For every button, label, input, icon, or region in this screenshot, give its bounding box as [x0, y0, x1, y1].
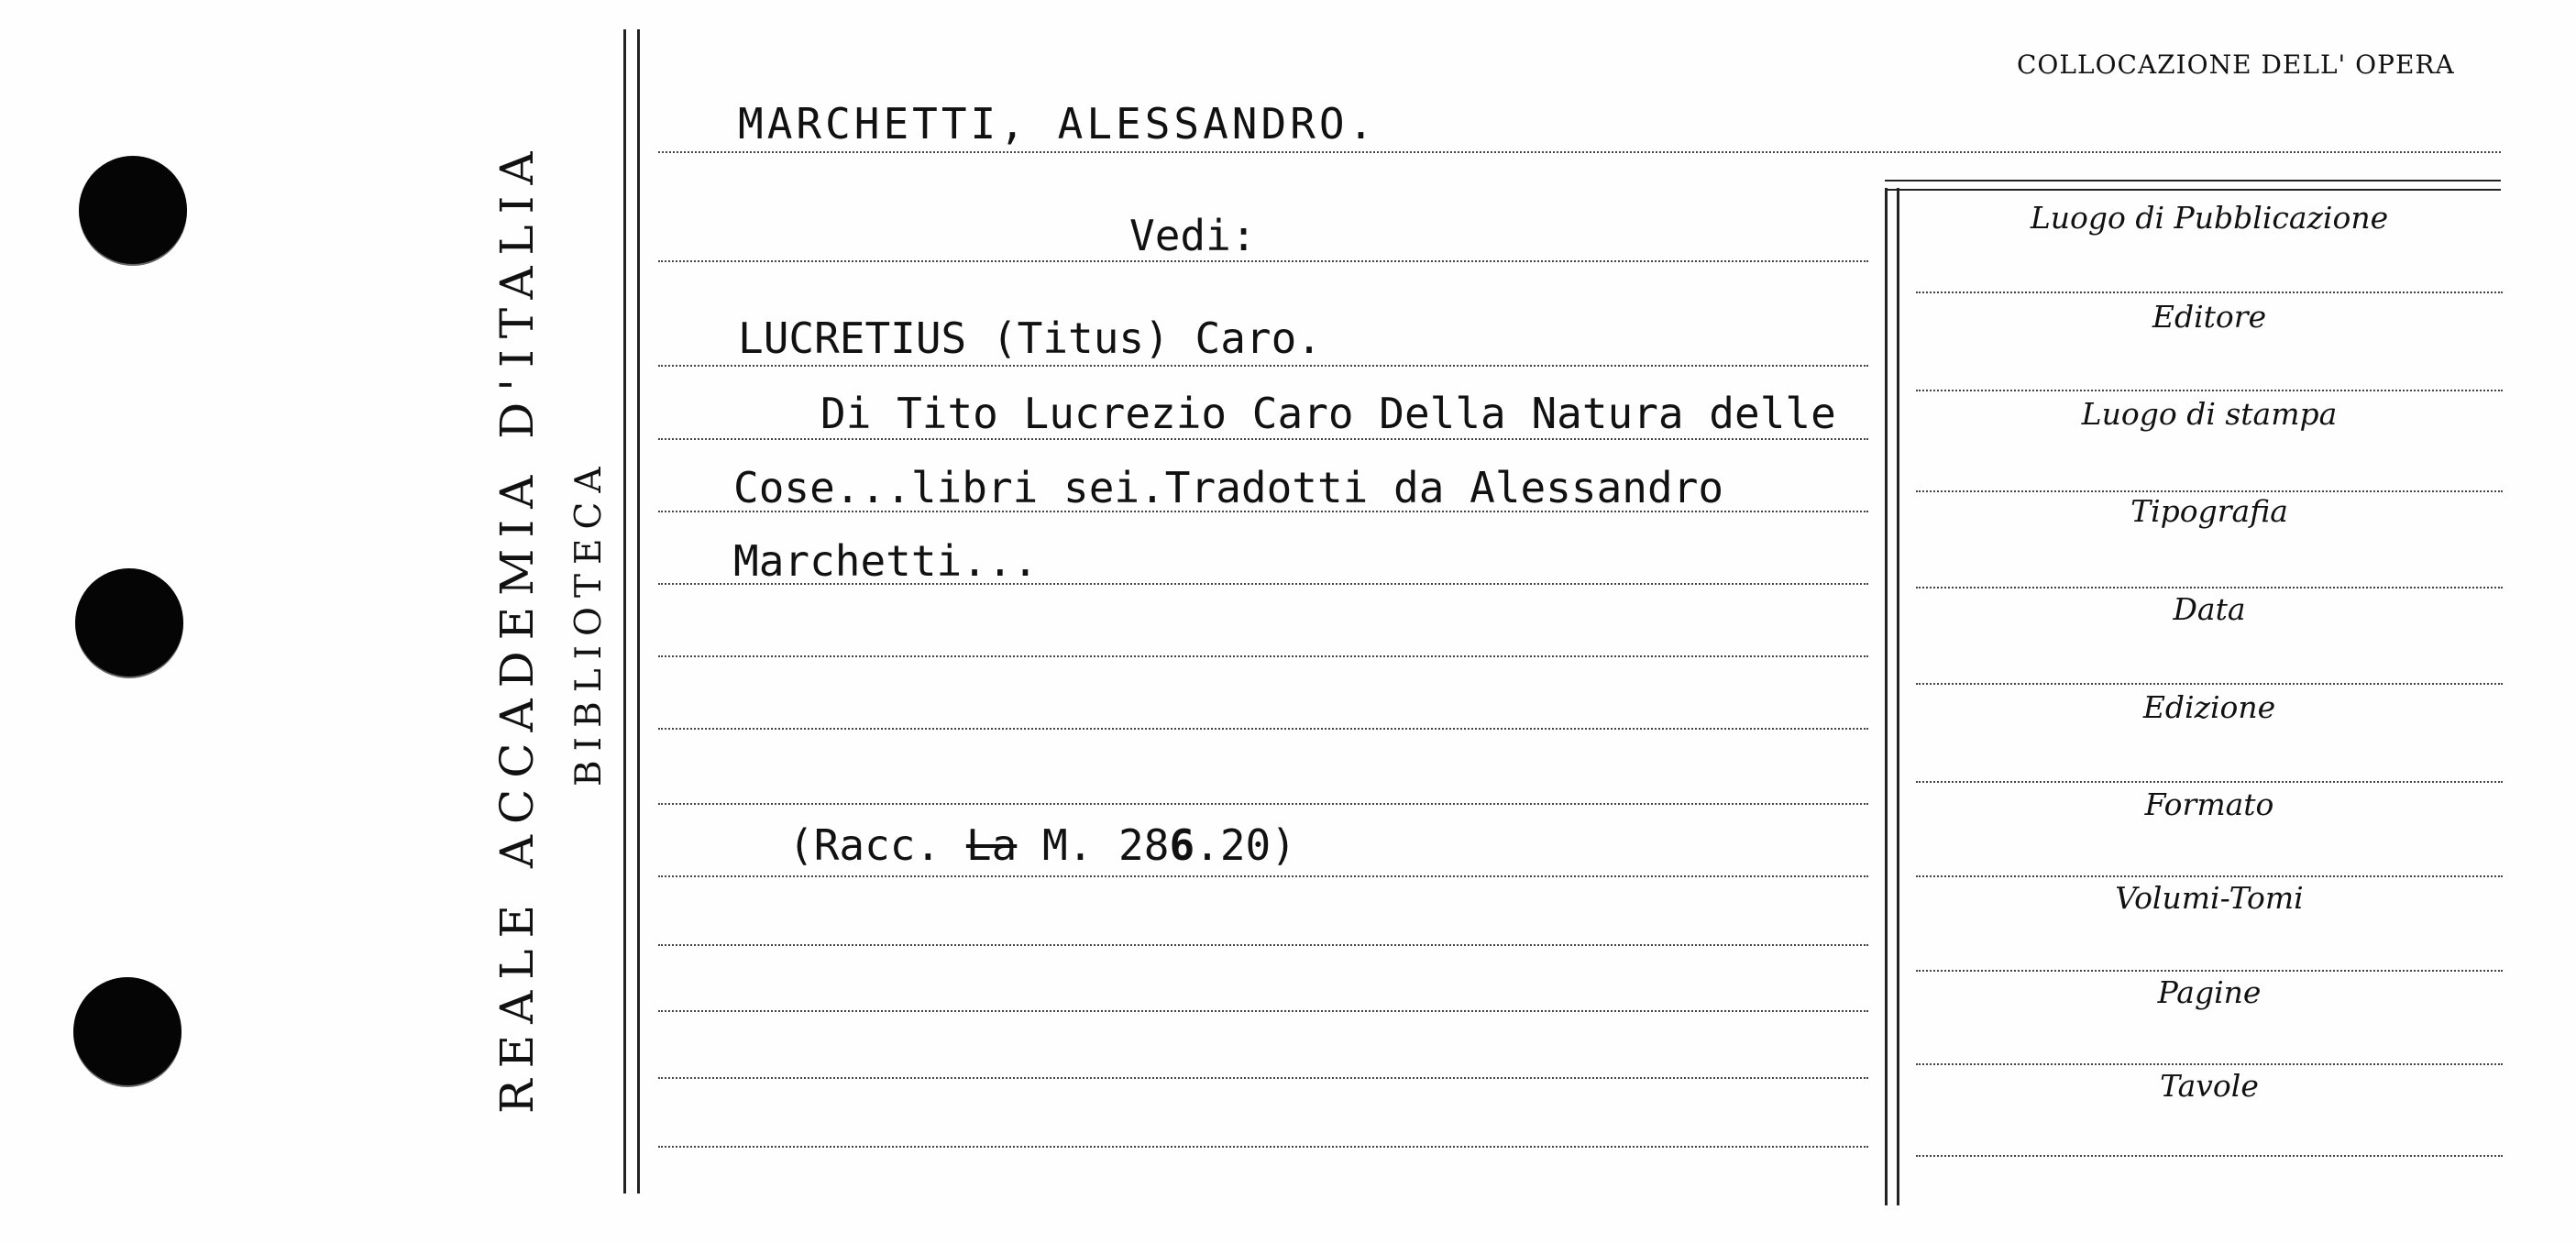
punch-hole-bottom: [73, 977, 182, 1085]
rule-line: [658, 260, 1868, 262]
field-rule: [1916, 1063, 2503, 1065]
rule-line: [658, 438, 1868, 440]
shelfmark-corrected-digit: 6: [1169, 820, 1195, 870]
field-tipografia: Tipografia: [2130, 493, 2288, 529]
rule-line: [658, 803, 1868, 805]
field-data: Data: [2173, 591, 2246, 627]
rule-line: [658, 1010, 1868, 1012]
rule-line: [658, 151, 2501, 153]
shelfmark-struck: La: [965, 820, 1018, 870]
shelfmark-suffix: .20): [1194, 820, 1296, 870]
rule-line: [658, 875, 1868, 877]
shelfmark-middle: M. 28: [1017, 820, 1170, 870]
field-editore: Editore: [2152, 299, 2267, 335]
rule-line: [658, 1146, 1868, 1148]
field-rule: [1916, 781, 2503, 783]
field-pagine: Pagine: [2157, 974, 2262, 1010]
shelfmark-prefix: (Racc.: [788, 820, 966, 870]
institution-name: REALE ACCADEMIA D'ITALIA: [490, 140, 544, 1114]
field-rule: [1916, 970, 2503, 972]
field-rule: [1916, 292, 2503, 293]
referenced-author: LUCRETIUS (Titus) Caro.: [738, 314, 1322, 363]
field-formato: Formato: [2144, 786, 2274, 822]
right-panel-divider: [1885, 188, 1899, 1205]
title-line-1: Di Tito Lucrezio Caro Della Natura delle: [820, 389, 1836, 438]
field-volumi-tomi: Volumi-Tomi: [2115, 880, 2304, 916]
rule-line: [658, 728, 1868, 730]
field-rule: [1916, 683, 2503, 685]
field-luogo-stampa: Luogo di stampa: [2081, 396, 2338, 432]
shelfmark: [788, 820, 1296, 870]
collocation-header: COLLOCAZIONE DELL' OPERA: [2017, 50, 2455, 80]
rule-line: [658, 365, 1868, 367]
field-rule: [1916, 390, 2503, 391]
punch-hole-top: [79, 156, 187, 264]
rule-line: [658, 1077, 1868, 1079]
right-panel-top-rule: [1885, 180, 2501, 191]
library-label: BIBLIOTECA: [568, 457, 610, 786]
rule-line: [658, 655, 1868, 657]
author-heading: MARCHETTI, ALESSANDRO.: [738, 99, 1378, 148]
field-rule: [1916, 1155, 2503, 1157]
punch-hole-middle: [75, 568, 183, 676]
field-rule: [1916, 490, 2503, 492]
field-tavole: Tavole: [2160, 1068, 2259, 1104]
title-line-2: Cose...libri sei.Tradotti da Alessandro: [733, 463, 1724, 512]
field-luogo-pubblicazione: Luogo di Pubblicazione: [2030, 200, 2389, 236]
see-reference: Vedi:: [1129, 211, 1257, 260]
field-rule: [1916, 875, 2503, 877]
field-rule: [1916, 587, 2503, 588]
left-margin-rule: [623, 29, 640, 1194]
rule-line: [658, 944, 1868, 946]
field-edizione: Edizione: [2142, 689, 2276, 725]
title-line-3: Marchetti...: [733, 536, 1039, 586]
